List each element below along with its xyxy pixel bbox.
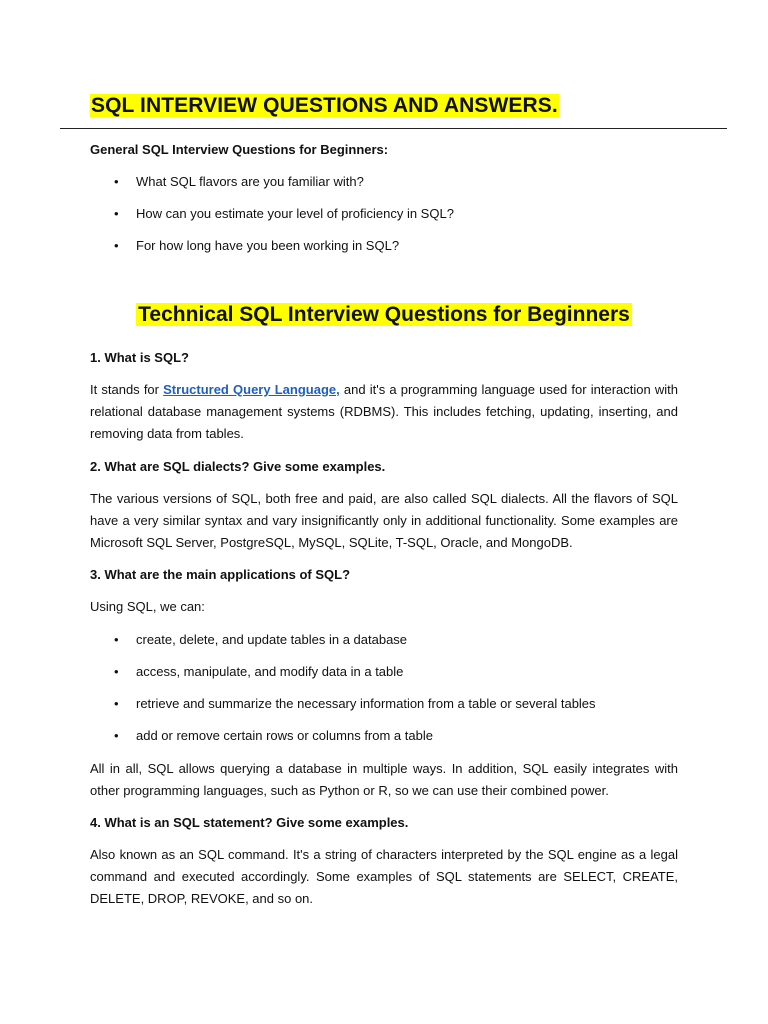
list-item: • retrieve and summarize the necessary information from a table or several tables (114, 696, 596, 711)
bullet-icon: • (114, 632, 119, 647)
document-title: SQL INTERVIEW QUESTIONS AND ANSWERS. (91, 94, 558, 117)
bullet-icon: • (114, 728, 119, 743)
applications-list (90, 632, 680, 760)
title-divider (60, 128, 727, 129)
list-item: • How can you estimate your level of proficiency in SQL? (114, 206, 454, 221)
structured-query-language-link[interactable]: Structured Query Language, (163, 382, 340, 397)
general-questions-list (90, 174, 680, 270)
answer-2: The various versions of SQL, both free and paid, are also called SQL dialects. All the flavors of SQL have a very similar syntax and vary insignificantly only in additional functionality. Some examples are Microsoft SQL Server, PostgreSQL, MySQL, SQLite, T-SQL, Oracle, and MongoDB. (90, 491, 678, 550)
list-item: • create, delete, and update tables in a database (114, 632, 408, 647)
section-title-block (0, 303, 768, 327)
bullet-icon: • (114, 696, 119, 711)
bullet-icon: • (114, 206, 119, 221)
question-4: 4. What is an SQL statement? Give some examples. (90, 815, 409, 830)
answer-3-intro: Using SQL, we can: (90, 599, 205, 614)
answer-3-closing: All in all, SQL allows querying a database in multiple ways. In addition, SQL easily integrates with other programming languages, such as Python or R, so we can use their combined power. (90, 761, 678, 798)
list-item: • add or remove certain rows or columns from a table (114, 728, 433, 743)
bullet-icon: • (114, 174, 119, 189)
answer-1: It stands for Structured Query Language, and it's a programming language used for interaction with relational database management systems (RDBMS). This includes fetching, updating, inserting, and removing data from tables. (90, 382, 678, 441)
bullet-icon: • (114, 238, 119, 253)
list-item: • What SQL flavors are you familiar with? (114, 174, 364, 189)
title-block (90, 94, 559, 118)
list-item: • For how long have you been working in SQL? (114, 238, 400, 253)
bullet-icon: • (114, 664, 119, 679)
general-heading: General SQL Interview Questions for Beginners: (90, 142, 389, 157)
question-1: 1. What is SQL? (90, 350, 189, 365)
list-item: • access, manipulate, and modify data in a table (114, 664, 404, 679)
question-3: 3. What are the main applications of SQL? (90, 567, 351, 582)
section-title: Technical SQL Interview Questions for Beginners (138, 303, 630, 326)
question-2: 2. What are SQL dialects? Give some examples. (90, 459, 386, 474)
answer-4: Also known as an SQL command. It's a string of characters interpreted by the SQL engine as a legal command and executed accordingly. Some examples of SQL statements are SELECT, CREATE, DELETE, DROP, REVOKE, and so on. (90, 847, 678, 906)
